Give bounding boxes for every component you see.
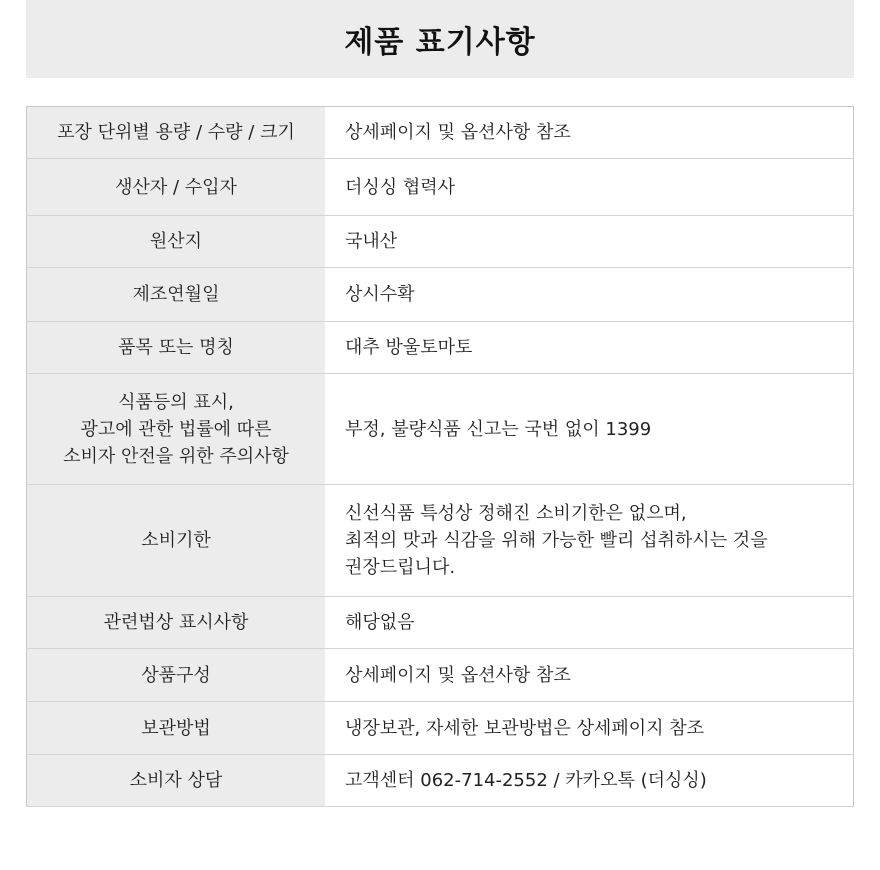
row-label: 식품등의 표시, 광고에 관한 법률에 따른 소비자 안전을 위한 주의사항	[27, 374, 326, 485]
row-value: 대추 방울토마토	[325, 322, 854, 374]
row-value: 상세페이지 및 옵션사항 참조	[325, 649, 854, 702]
row-value: 고객센터 062-714-2552 / 카카오톡 (더싱싱)	[325, 755, 854, 807]
table-row	[27, 702, 854, 755]
table-row	[27, 374, 854, 485]
table-row	[27, 159, 854, 216]
row-value: 부정, 불량식품 신고는 국번 없이 1399	[325, 374, 854, 485]
row-label: 원산지	[27, 216, 326, 268]
row-value: 해당없음	[325, 597, 854, 649]
row-label: 품목 또는 명칭	[27, 322, 326, 374]
row-label: 생산자 / 수입자	[27, 159, 326, 216]
row-value: 상시수확	[325, 268, 854, 322]
table-row	[27, 649, 854, 702]
row-value: 신선식품 특성상 정해진 소비기한은 없으며, 최적의 맛과 식감을 위해 가능한 빨리 섭취하시는 것을 권장드립니다.	[325, 485, 854, 597]
table-row	[27, 485, 854, 597]
product-info-table	[26, 106, 854, 807]
row-value: 더싱싱 협력사	[325, 159, 854, 216]
table-row	[27, 322, 854, 374]
table-row	[27, 597, 854, 649]
table-row	[27, 216, 854, 268]
table-row	[27, 107, 854, 159]
row-label: 제조연월일	[27, 268, 326, 322]
title-bar	[26, 0, 854, 78]
row-label: 소비기한	[27, 485, 326, 597]
page-title: 제품 표기사항	[344, 25, 536, 60]
row-label: 소비자 상담	[27, 755, 326, 807]
row-label: 보관방법	[27, 702, 326, 755]
row-value: 상세페이지 및 옵션사항 참조	[325, 107, 854, 159]
row-value: 국내산	[325, 216, 854, 268]
row-label: 포장 단위별 용량 / 수량 / 크기	[27, 107, 326, 159]
table-row	[27, 268, 854, 322]
row-value: 냉장보관, 자세한 보관방법은 상세페이지 참조	[325, 702, 854, 755]
row-label: 관련법상 표시사항	[27, 597, 326, 649]
row-label: 상품구성	[27, 649, 326, 702]
table-row	[27, 755, 854, 807]
